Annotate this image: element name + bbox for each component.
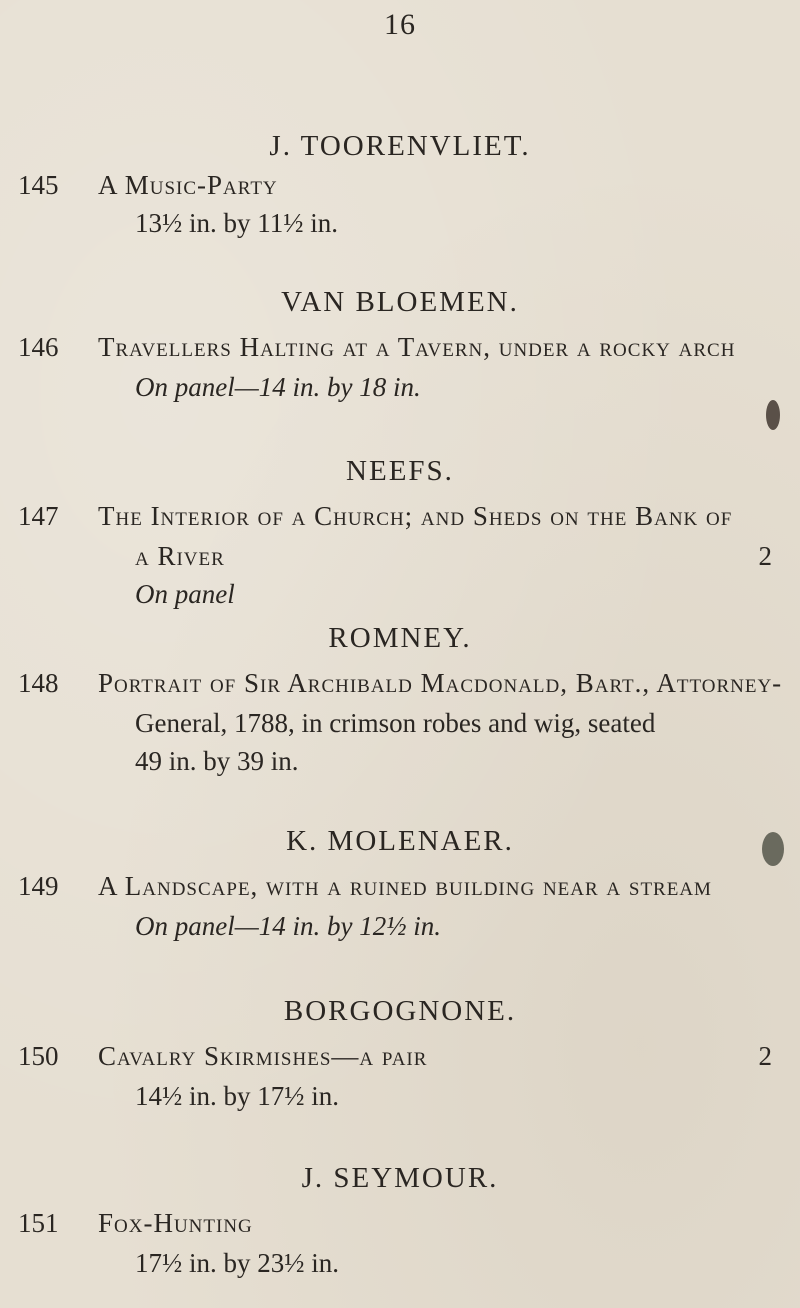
lot-number: 150 xyxy=(18,1041,59,1071)
lot-number: 148 xyxy=(18,668,59,698)
lot-title: Fox-Hunting xyxy=(98,1208,253,1238)
lot-number: 145 xyxy=(18,170,59,200)
lot-description: General, 1788, in crimson robes and wig, seated xyxy=(135,708,656,738)
lot-dimensions: On panel—14 in. by 12½ in. xyxy=(135,911,441,941)
ink-stain xyxy=(766,400,780,430)
artist-name: K. MOLENAER. xyxy=(286,825,514,857)
artist-name: J. TOORENVLIET. xyxy=(269,130,531,162)
lot-dimensions: On panel—14 in. by 18 in. xyxy=(135,372,421,402)
lot-title: Portrait of Sir Archibald Macdonald, Bart., Attorney- xyxy=(98,668,783,698)
lot-dimensions: 17½ in. by 23½ in. xyxy=(135,1248,340,1278)
lot-title: A Music-Party xyxy=(98,170,278,200)
lot-quantity: 2 xyxy=(758,1041,772,1071)
ink-stain xyxy=(762,832,784,866)
artist-name: J. SEYMOUR. xyxy=(301,1162,499,1194)
artist-name: BORGOGNONE. xyxy=(283,995,517,1027)
lot-quantity: 2 xyxy=(758,541,772,571)
lot-medium: On panel xyxy=(135,579,235,609)
lot-title: Cavalry Skirmishes—a pair xyxy=(98,1041,428,1071)
artist-name: ROMNEY. xyxy=(328,622,472,654)
lot-dimensions: 14½ in. by 17½ in. xyxy=(135,1081,340,1111)
lot-title: The Interior of a Church; and Sheds on the Bank of xyxy=(98,501,733,531)
lot-number: 149 xyxy=(18,871,59,901)
artist-name: VAN BLOEMEN. xyxy=(281,286,519,318)
lot-title: A Landscape, with a ruined building near a stream xyxy=(98,871,712,901)
page-number: 16 xyxy=(384,8,416,41)
lot-title-continued: a River xyxy=(135,541,225,571)
artist-name: NEEFS. xyxy=(346,455,454,487)
lot-dimensions: 13½ in. by 11½ in. xyxy=(135,208,339,238)
lot-title: Travellers Halting at a Tavern, under a rocky arch xyxy=(98,332,736,362)
lot-dimensions: 49 in. by 39 in. xyxy=(135,746,299,776)
lot-number: 147 xyxy=(18,501,59,531)
lot-number: 151 xyxy=(18,1208,59,1238)
lot-number: 146 xyxy=(18,332,59,362)
